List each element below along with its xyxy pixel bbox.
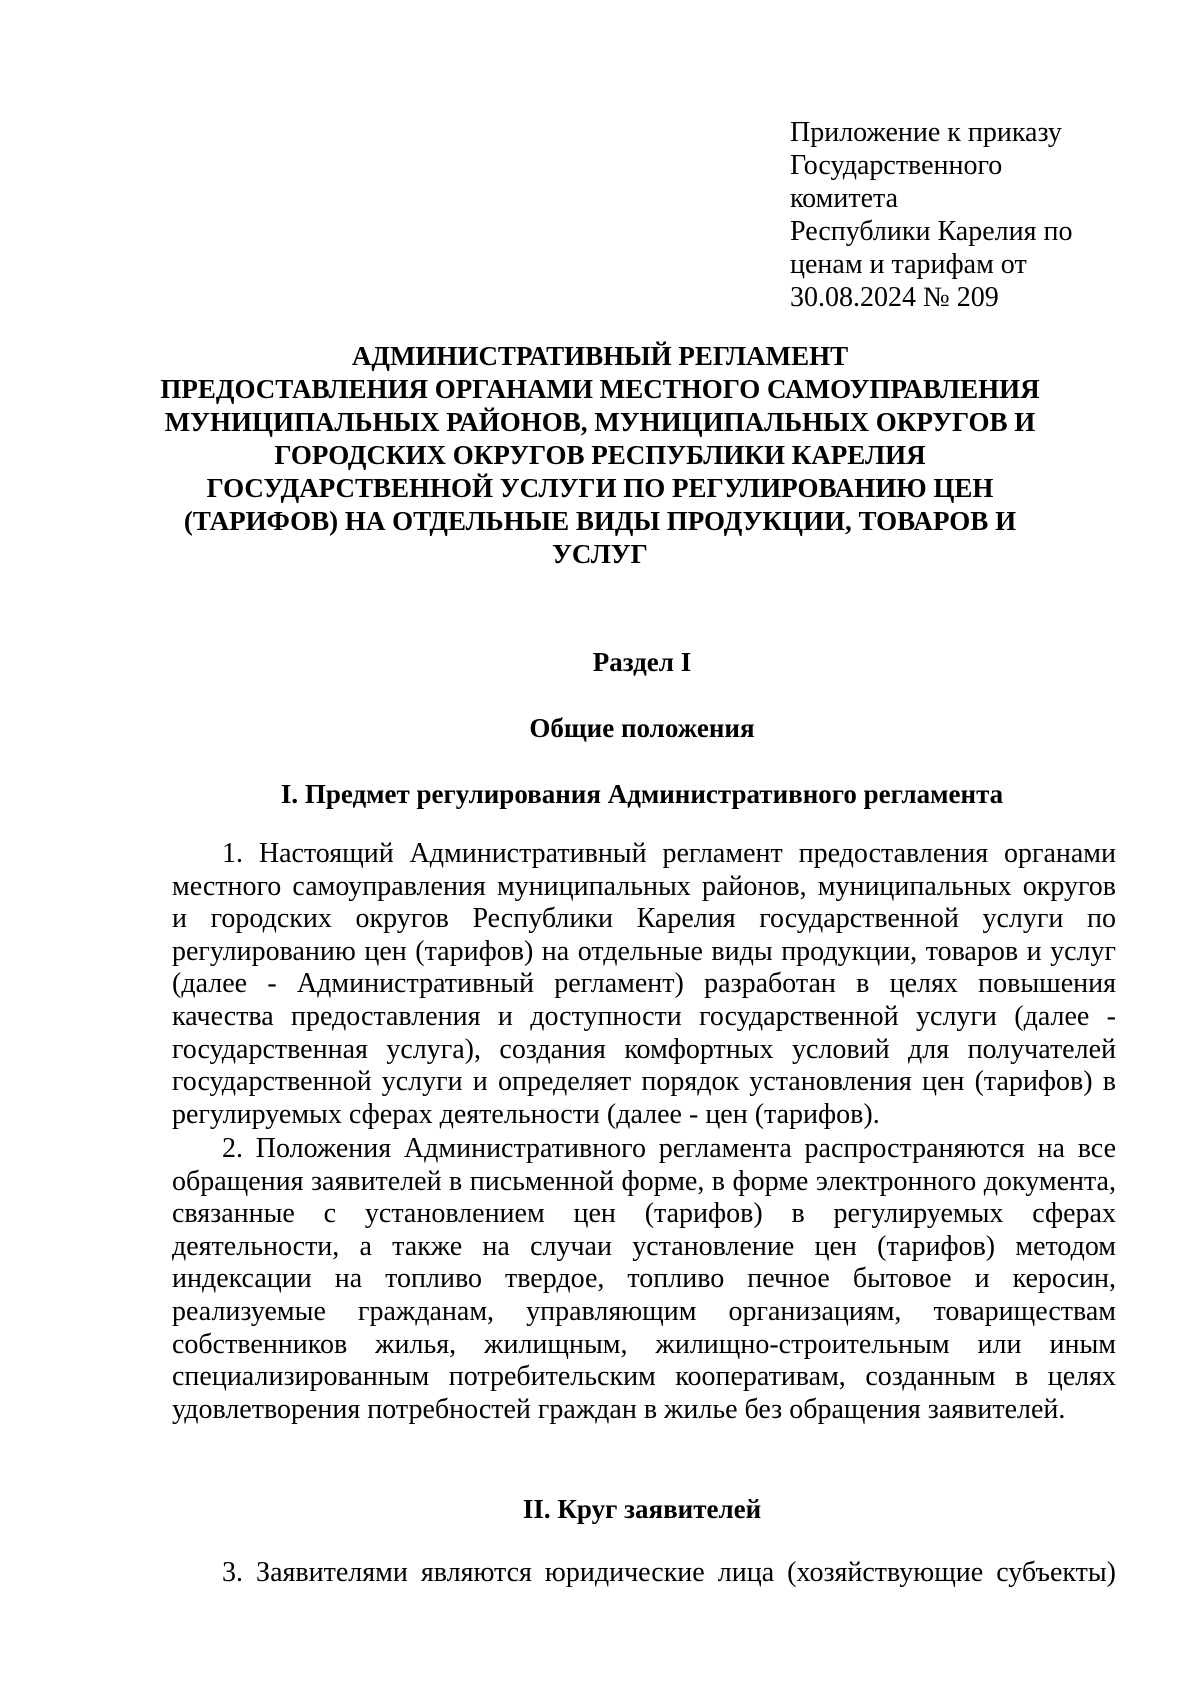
title-line: АДМИНИСТРАТИВНЫЙ РЕГЛАМЕНТ (351, 341, 849, 371)
appendix-line: Республики Карелия по (790, 216, 1073, 247)
appendix-line: ценам и тарифам от (790, 249, 1027, 280)
document-title (150, 340, 1050, 571)
title-line: ПРЕДОСТАВЛЕНИЯ ОРГАНАМИ МЕСТНОГО САМОУПРАВЛЕНИЯ (160, 374, 1040, 404)
appendix-line: Приложение к приказу (790, 117, 1062, 148)
paragraph-3: 3. Заявителями являются юридические лица (хозяйствующие субъекты) (222, 1557, 1116, 1588)
title-line: УСЛУГ (552, 539, 648, 569)
title-line: МУНИЦИПАЛЬНЫХ РАЙОНОВ, МУНИЦИПАЛЬНЫХ ОКРУГОВ И (164, 407, 1036, 437)
appendix-note (790, 116, 1120, 314)
subsection-heading-subject: I. Предмет регулирования Административного регламента (280, 779, 1004, 809)
appendix-line: Государственного (790, 150, 1003, 181)
section-label: Раздел I (592, 647, 692, 677)
title-line: (ТАРИФОВ) НА ОТДЕЛЬНЫЕ ВИДЫ ПРОДУКЦИИ, ТОВАРОВ И (183, 506, 1017, 536)
title-line: ГОСУДАРСТВЕННОЙ УСЛУГИ ПО РЕГУЛИРОВАНИЮ ЦЕН (206, 473, 994, 503)
section-name: Общие положения (529, 713, 755, 743)
subsection-heading-applicants: II. Круг заявителей (522, 1494, 762, 1524)
appendix-line: комитета (790, 183, 899, 214)
appendix-line: 30.08.2024 № 209 (790, 282, 999, 313)
title-line: ГОРОДСКИХ ОКРУГОВ РЕСПУБЛИКИ КАРЕЛИЯ (274, 440, 926, 470)
paragraph-1: 1. Настоящий Административный регламент предоставления органами местного самоуправления муниципальных районов, муниципальных округов и городских округов Республики Карелия государственной услуги по регулированию цен (тарифов) на отдельные виды продукции, товаров и услуг (далее - Административный регламент) разработан в целях повышения качества предоставления и доступности государственной услуги (далее - государственная услуга), создания комфортных условий для получателей государственной услуги и определяет порядок установления цен (тарифов) в регулируемых сферах деятельности (далее - цен (тарифов). (172, 838, 1116, 1130)
paragraph-2: 2. Положения Административного регламента распространяются на все обращения заявителей в письменной форме, в форме электронного документа, связанные с установлением цен (тарифов) в регулируемых сферах деятельности, а также на случаи установление цен (тарифов) методом индексации на топливо твердое, топливо печное бытовое и керосин, реализуемые гражданам, управляющим организациям, товариществам собственников жилья, жилищным, жилищно-строительным или иным специализированным потребительским кооперативам, созданным в целях удовлетворения потребностей граждан в жилье без обращения заявителей. (172, 1133, 1116, 1425)
